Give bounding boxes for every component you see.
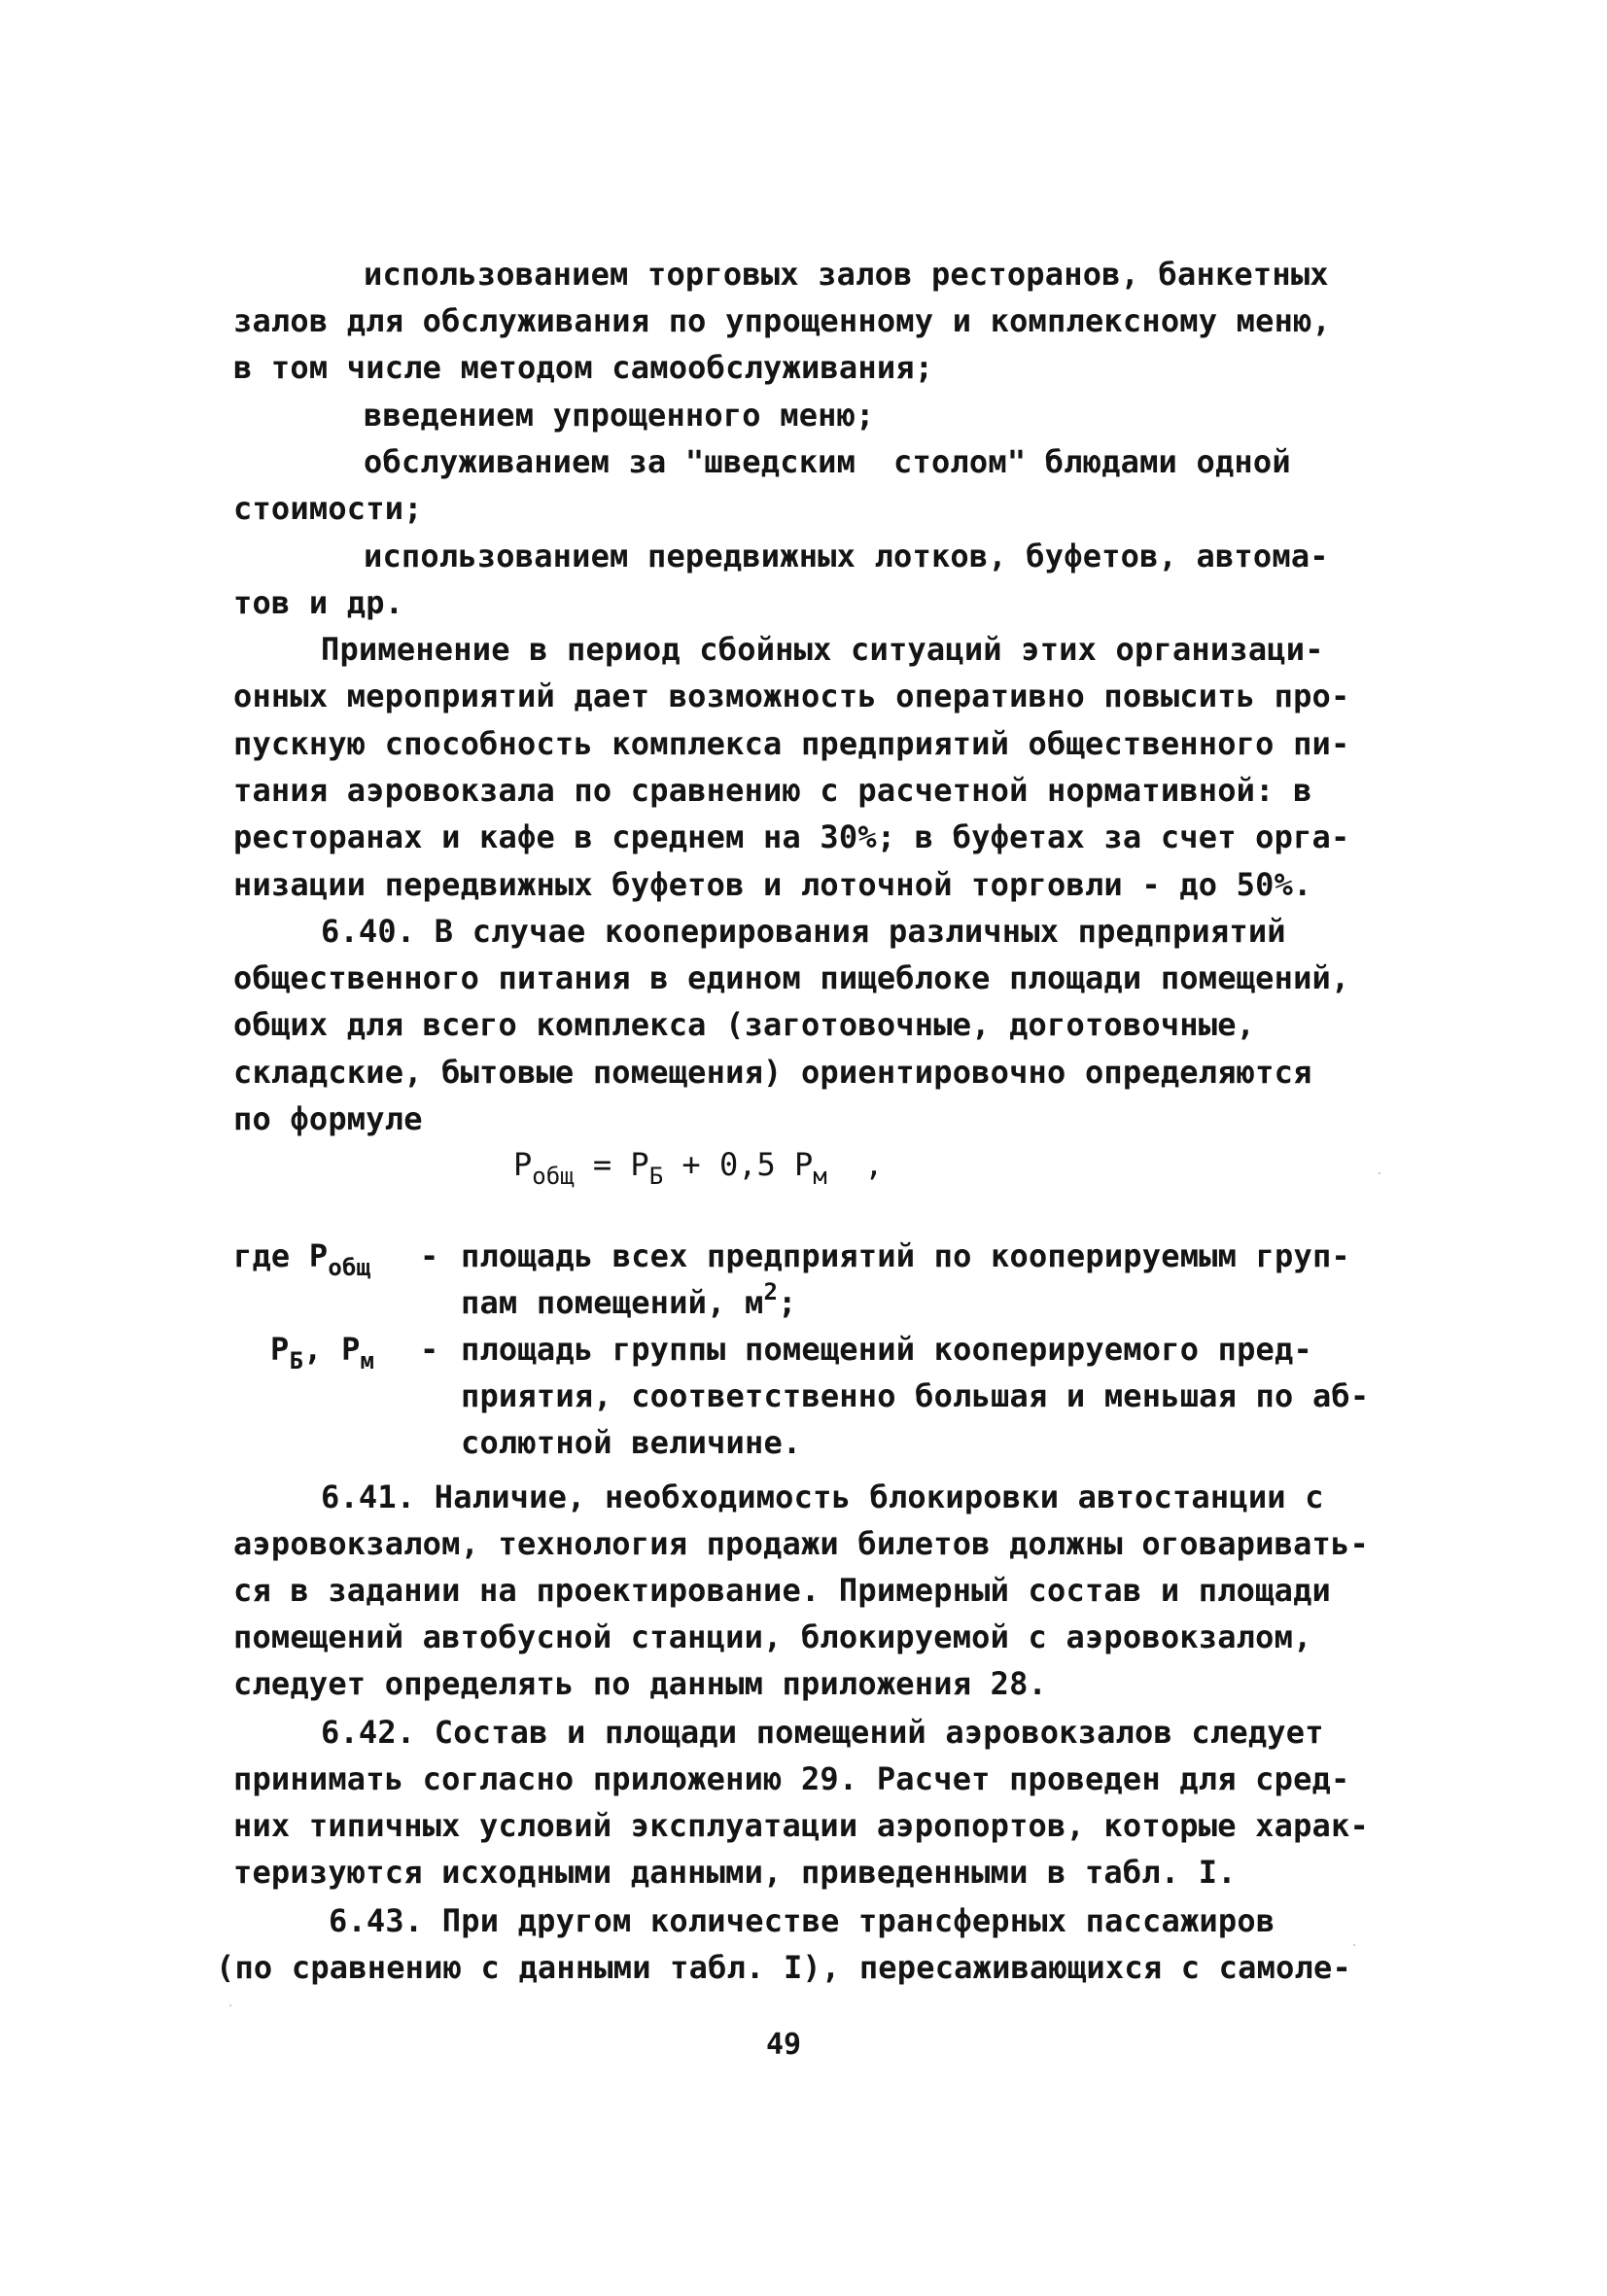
scan-speck [1353, 1944, 1355, 1946]
definition-tail: ; [778, 1284, 797, 1321]
text-line: 6.41. Наличие, необходимость блокировки автостанции с [321, 1478, 1324, 1515]
text-line: введением упрощенного меню; [364, 397, 875, 434]
formula-term2: P [794, 1146, 814, 1183]
definition-dash: - [420, 1331, 439, 1368]
definition-symbol [270, 1330, 375, 1374]
formula-end: , [826, 1146, 884, 1183]
text-line: (по сравнению с данными табл. I), пересаживающихся с самоле- [216, 1949, 1351, 1986]
definition-text [461, 1278, 797, 1322]
formula-term1: P [630, 1146, 649, 1183]
definition-superscript: 2 [763, 1278, 779, 1305]
scan-speck [1379, 1172, 1380, 1174]
text-line: 6.40. В случае кооперирования различных предприятий [321, 913, 1286, 950]
text-line: принимать согласно приложению 29. Расчет проведен для сред- [233, 1760, 1350, 1797]
definition-sym: P [270, 1331, 290, 1368]
definition-text-part: пам помещений, м [461, 1284, 764, 1321]
text-line: теризуются исходными данными, приведенными в табл. I. [233, 1854, 1237, 1891]
formula-term1-subscript: Б [648, 1163, 664, 1190]
definition-dash: - [420, 1237, 439, 1274]
text-line: использованием торговых залов ресторанов, банкетных [364, 256, 1329, 293]
text-line: обслуживанием за "шведским столом" блюдами одной [364, 443, 1291, 480]
text-line: низации передвижных буфетов и лоточной торговли - до 50%. [233, 866, 1312, 903]
definition-sym: P [308, 1237, 329, 1274]
text-line: следует определять по данным приложения 28. [233, 1665, 1048, 1702]
formula-lhs: P [513, 1146, 533, 1183]
definition-text: приятия, соответственно большая и меньшая по аб- [461, 1377, 1370, 1414]
definition-text: солютной величине. [461, 1424, 802, 1461]
definition-sym: P [341, 1331, 361, 1368]
formula-term2-subscript: м [813, 1163, 827, 1190]
text-line: тания аэровокзала по сравнению с расчетной нормативной: в [233, 772, 1312, 809]
text-line: аэровокзалом, технология продажи билетов должны оговаривать- [233, 1525, 1369, 1562]
definition-prefix: где [233, 1237, 309, 1274]
formula-plus: + 0,5 [663, 1146, 794, 1183]
definition-sub: м [360, 1347, 375, 1374]
formula-lhs-subscript: общ [532, 1163, 575, 1190]
text-line: пускную способность комплекса предприятий общественного пи- [233, 725, 1350, 762]
text-line: общих для всего комплекса (заготовочные, доготовочные, [233, 1006, 1256, 1043]
text-line: тов и др. [233, 584, 404, 621]
formula-equals: = [574, 1146, 631, 1183]
definition-symbol [233, 1236, 371, 1281]
text-line: Применение в период сбойных ситуаций этих организаци- [321, 631, 1324, 668]
text-line: в том числе методом самообслуживания; [233, 349, 934, 386]
definition-sub: Б [289, 1347, 304, 1374]
text-line: использованием передвижных лотков, буфетов, автома- [364, 538, 1329, 574]
page-number: 49 [766, 2028, 802, 2062]
text-line: ресторанах и кафе в среднем на 30%; в буфетах за счет орга- [233, 818, 1350, 855]
definition-sep: , [303, 1331, 342, 1368]
formula [513, 1145, 884, 1190]
definition-sub: общ [328, 1254, 371, 1281]
text-line: онных мероприятий дает возможность оперативно повысить про- [233, 678, 1350, 714]
text-line: ся в задании на проектирование. Примерный состав и площади [233, 1572, 1332, 1609]
text-line: 6.42. Состав и площади помещений аэровокзалов следует [321, 1714, 1324, 1751]
text-line: помещений автобусной станции, блокируемой с аэровокзалом, [233, 1618, 1312, 1655]
text-line: складские, бытовые помещения) ориентировочно определяются [233, 1054, 1312, 1091]
text-line: 6.43. При другом количестве трансферных пассажиров [329, 1902, 1275, 1939]
scan-speck [229, 2004, 231, 2006]
definition-text: площадь группы помещений кооперируемого пред- [461, 1331, 1312, 1368]
text-line: залов для обслуживания по упрощенному и комплексному меню, [233, 302, 1332, 339]
text-line: стоимости; [233, 490, 423, 527]
text-line: общественного питания в едином пищеблоке площади помещений, [233, 959, 1350, 996]
text-line: по формуле [233, 1100, 423, 1137]
text-line: них типичных условий эксплуатации аэропортов, которые харак- [233, 1807, 1369, 1844]
definition-text: площадь всех предприятий по кооперируемым груп- [461, 1237, 1350, 1274]
